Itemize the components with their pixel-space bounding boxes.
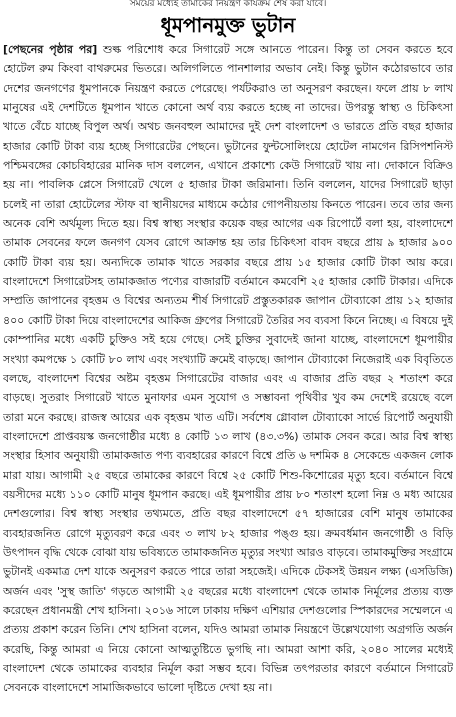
article-body [3, 40, 453, 714]
previous-column-tail: সময়ের মধ্যেই তামাকের নিয়ন্ত্রণ কার্যক্রম শেষ করা যাবে। [129, 0, 327, 9]
article-headline: ধূমপানমুক্ত ভুটান [160, 13, 296, 37]
article-paragraph [3, 40, 453, 698]
article-text: শুল্ক পরিশোধ করে সিগারেট সঙ্গে আনতে পারেন। কিন্তু তা সেবন করতে হবে হোটেল রুম কিংবা বাথরুমের ভিতরে। অলিগলিতে পানশালার অভাব নেই। কিন্তু ভুটান কঠোরভাবে তার দেশের জনগণের ধূমপানকে নিয়ন্ত্রণ করতে পেরেছে। পর্যটকরাও তা অনুসরণ করছেন। ফলে প্রায় ৮ লাখ মানুষের এই দেশটিতে ধূমপান খাতে কোনো অর্থ ব্যয় করতে হচ্ছে না তাদের। উপরন্তু স্বাস্থ্য ও চিকিৎসা খাতে বেঁচে যাচ্ছে বিপুল অর্থ। অথচ জনবহুল আমাদের দুই দেশ বাংলাদেশ ও ভারতে প্রতি বছর হাজার হাজার কোটি টাকা ব্যয় হচ্ছে সিগারেটের পেছনে। ভুটানের ফুন্টসোলিংয়ে হোটেল নামগেন রিসিপশনিস্ট পশ্চিমবঙ্গের কোচবিহারের মানিক দাস বললেন, এখানে প্রকাশ্যে কেউ সিগারেট খায় না। দোকানে বিক্রিও হয় না। পাবলিক প্লেসে সিগারেট খেলে ৫ হাজার টাকা জরিমানা। তিনি বললেন, যাদের সিগারেট ছাড়া চলেই না তারা হোটেলের স্টাফ বা স্থানীয়দের মাধ্যমে কঠোর গোপনীয়তায় কিনতে পারেন। তবে তার জন্য অনেক বেশি অর্থমূল্য দিতে হয়। বিশ্ব স্বাস্থ্য সংস্থার কয়েক বছর আগের এক রিপোর্টে বলা হয়, বাংলাদেশে তামাক সেবনের ফলে জনগণ যেসব রোগে আক্রান্ত হয় তার চিকিৎসা বাবদ বছরে প্রায় ৯ হাজার ৯০০ কোটি টাকা ব্যয় হয়। অন্যদিকে তামাক খাতে সরকার বছরে প্রায় ১৫ হাজার কোটি টাকা আয় করে। বাংলাদেশে সিগারেটসহ তামাকজাত পণ্যের বাজারটি বর্তমানে কমবেশি ২৫ হাজার কোটি টাকার। এদিকে সম্প্রতি জাপানের বৃহত্তম ও বিশ্বের অন্যতম শীর্ষ সিগারেট প্রস্তুতকারক জাপান টোব্যাকো প্রায় ১২ হাজার ৪০০ কোটি টাকা দিয়ে বাংলাদেশের আকিজ গ্রুপের সিগারেট তৈরির সব ব্যবসা কিনে নিচ্ছে। এ বিষয়ে দুই কোম্পানির মধ্যে একটি চুক্তিও সই হয়ে গেছে। সেই চুক্তির সুবাদেই জানা যাচ্ছে, বাংলাদেশে ধূমপায়ীর সংখ্যা কমপক্ষে ১ কোটি ৮০ লাখ এবং সংখ্যাটি ক্রমেই বাড়ছে। জাপান টোব্যাকো নিজেরাই এক বিবৃতিতে বলছে, বাংলাদেশ বিশ্বের অষ্টম বৃহত্তম সিগারেটের বাজার এবং এ বাজার প্রতি বছর ২ শতাংশ করে বাড়ছে। সুতরাং সিগারেট খাতে মুনাফার এমন সুযোগ ও সম্ভাবনা পৃথিবীর খুব কম দেশেই রয়েছে বলে তারা মনে করছে। রাজস্ব আয়ের এক বৃহত্তম খাত এটি। সর্বশেষ গ্লোবাল টোব্যাকো সার্ভে রিপোর্ট অনুযায়ী বাংলাদেশে প্রাপ্তবয়স্ক জনগোষ্ঠীর মধ্যে ৪ কোটি ১৩ লাখ (৪৩.৩%) তামাক সেবন করে। আর বিশ্ব স্বাস্থ্য সংস্থার হিসাব অনুযায়ী তামাকজাত পণ্য ব্যবহারের কারণে বিশ্বে প্রতি ৬ দশমিক ৪ সেকেন্ডে একজন লোক মারা যায়। আগামী ২৫ বছরে তামাকের কারণে বিশ্বে ২৫ কোটি শিশু-কিশোরের মৃত্যু হবে। বর্তমানে বিশ্বে বয়সীদের মধ্যে ১১০ কোটি মানুষ ধূমপান করছে। এই ধূমপায়ীর প্রায় ৮০ শতাংশ হলো নিম্ন ও মধ্য আয়ের দেশগুলোর। বিশ্ব স্বাস্থ্য সংস্থার তথ্যমতে, প্রতি বছর বাংলাদেশে ৫৭ হাজারের বেশি মানুষ তামাকের ব্যবহারজনিত রোগে মৃত্যুবরণ করে এবং ৩ লাখ ৮২ হাজার পঙ্গু হয়। ক্রমবর্ধমান জনগোষ্ঠী ও বিড়ি উৎপাদন বৃদ্ধি থেকে বোঝা যায় ভবিষ্যতে তামাকজনিত মৃত্যুর সংখ্যা আরও বাড়বে। তামাকমুক্তির সংগ্রামে ভুটানই একমাত্র দেশ যাকে অনুসরণ করতে পারে তারা সহজেই। এদিকে টেকসই উন্নয়ন লক্ষ্য (এসডিজি) অর্জন এবং 'সুস্থ জাতি' গড়তে আগামী ২৫ বছরের মধ্যে বাংলাদেশ থেকে তামাক নির্মূলের প্রত্যয় ব্যক্ত করেছেন প্রধানমন্ত্রী শেখ হাসিনা। ২০১৬ সালে ঢাকায় দক্ষিণ এশিয়ার দেশগুলোর স্পিকারদের সম্মেলনে এ প্রত্যয় প্রকাশ করেন তিনি। শেখ হাসিনা বলেন, যদিও আমরা তামাক নিয়ন্ত্রণে উল্লেখযোগ্য অগ্রগতি অর্জন করেছি, কিন্তু আমরা এ নিয়ে কোনো আত্মতুষ্টিতে ভুগছি না। আমরা আশা করি, ২০৪০ সালের মধ্যেই বাংলাদেশ থেকে তামাকের ব্যবহার নির্মূল করা সম্ভব হবে। বিভিন্ন তৎপরতার কারণে বর্তমানে সিগারেট সেবনকে বাংলাদেশে সামাজিকভাবে ভালো দৃষ্টিতে দেখা হয় না। [3, 43, 453, 695]
continued-from-label: [পেছনের পৃষ্ঠার পর] [3, 43, 98, 56]
